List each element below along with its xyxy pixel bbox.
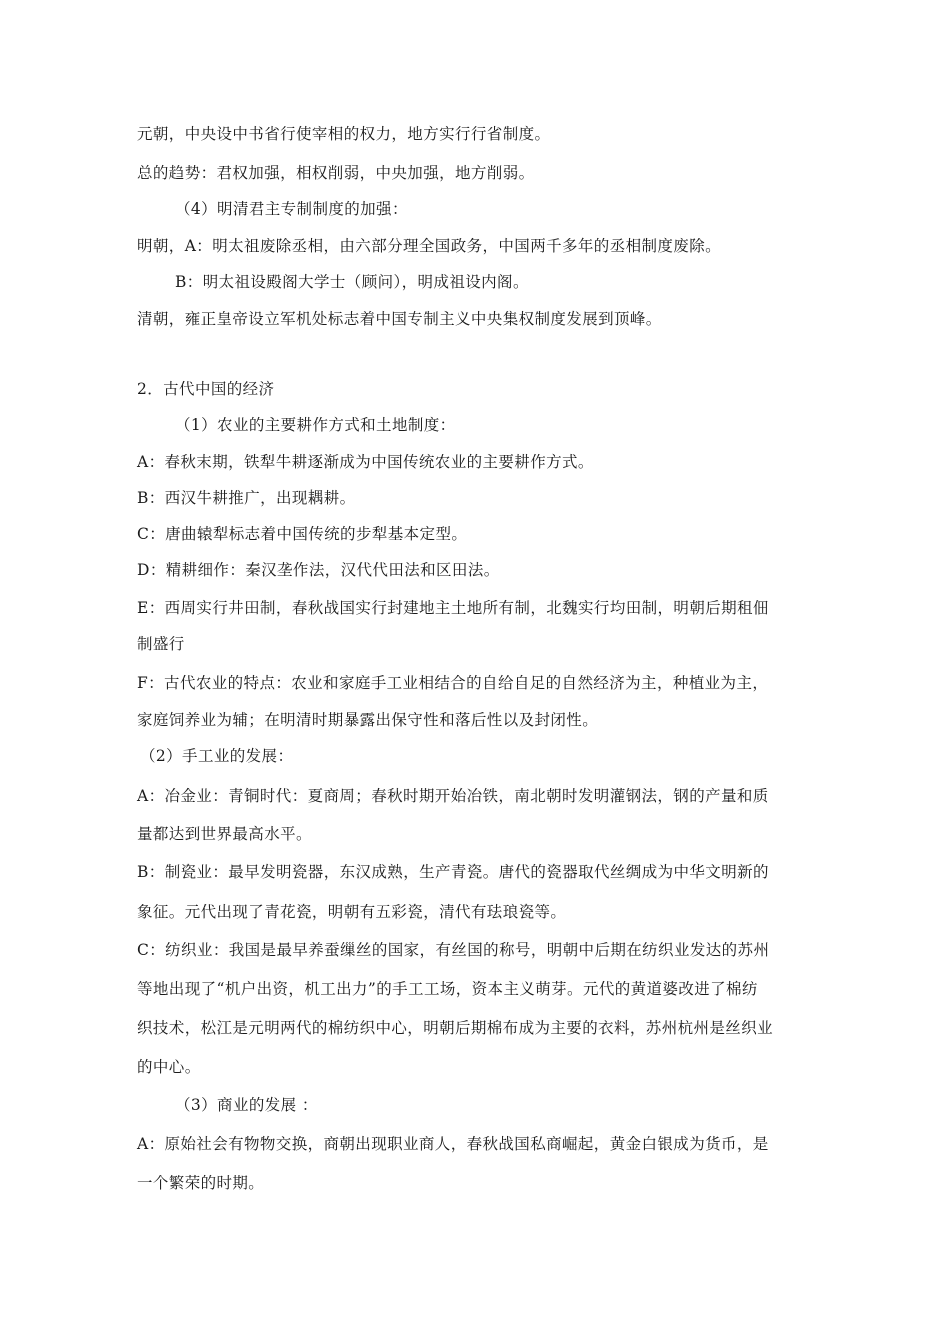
text-line-commerce-a-cont: 一个繁荣的时期。 [137,1174,265,1192]
text-line-yuan-dynasty: 元朝，中央设中书省行使宰相的权力，地方实行行省制度。 [137,125,551,143]
text-line-craft-c-cont1: 等地出现了“机户出资，机工出力”的手工工场，资本主义萌芽。元代的黄道婆改进了棉纺 [137,980,758,998]
text-line-agri-e: E：西周实行井田制，春秋战国实行封建地主土地所有制，北魏实行均田制，明朝后期租佃 [137,599,769,617]
text-line-craft-b: B：制瓷业：最早发明瓷器，东汉成熟，生产青瓷。唐代的瓷器取代丝绸成为中华文明新的 [137,863,769,881]
text-line-agri-c: C：唐曲辕犁标志着中国传统的步犁基本定型。 [137,525,468,543]
subheading-handicraft: （2）手工业的发展： [140,747,294,765]
text-line-craft-c: C：纺织业：我国是最早养蚕缫丝的国家，有丝国的称号，明朝中后期在纺织业发达的苏州 [137,941,770,959]
text-line-craft-a: A：冶金业：青铜时代：夏商周；春秋时期开始冶铁，南北朝时发明灌钢法，钢的产量和质 [137,787,769,805]
text-line-ming-b: B：明太祖设殿阁大学士（顾问），明成祖设内阁。 [175,273,529,291]
text-line-qing: 清朝，雍正皇帝设立军机处标志着中国专制主义中央集权制度发展到顶峰。 [137,310,662,328]
text-line-agri-e-cont: 制盛行 [137,635,185,653]
text-line-craft-c-cont3: 的中心。 [137,1058,201,1076]
text-line-agri-b: B：西汉牛耕推广，出现耦耕。 [137,489,356,507]
text-line-agri-a: A：春秋末期，铁犁牛耕逐渐成为中国传统农业的主要耕作方式。 [137,453,594,471]
subheading-ming-qing: （4）明清君主专制制度的加强： [175,200,408,218]
section-heading-economy: 2．古代中国的经济 [137,380,275,398]
text-line-ming-a: 明朝，A：明太祖废除丞相，由六部分理全国政务，中国两千多年的丞相制度废除。 [137,237,721,255]
subheading-commerce: （3）商业的发展 ： [175,1096,318,1114]
text-line-trend: 总的趋势：君权加强，相权削弱，中央加强，地方削弱。 [137,164,535,182]
text-line-commerce-a: A：原始社会有物物交换，商朝出现职业商人，春秋战国私商崛起，黄金白银成为货币，是 [137,1135,769,1153]
text-line-agri-f: F：古代农业的特点：农业和家庭手工业相结合的自给自足的自然经济为主，种植业为主， [137,674,769,692]
text-line-agri-f-cont: 家庭饲养业为辅；在明清时期暴露出保守性和落后性以及封闭性。 [137,711,599,729]
text-line-craft-c-cont2: 织技术，松江是元明两代的棉纺织中心，明朝后期棉布成为主要的衣料，苏州杭州是丝织业 [137,1019,774,1037]
text-line-craft-b-cont: 象征。元代出现了青花瓷，明朝有五彩瓷，清代有珐琅瓷等。 [137,903,567,921]
text-line-craft-a-cont: 量都达到世界最高水平。 [137,825,312,843]
subheading-agriculture: （1）农业的主要耕作方式和土地制度： [175,416,456,434]
text-line-agri-d: D：精耕细作：秦汉垄作法，汉代代田法和区田法。 [137,561,500,579]
